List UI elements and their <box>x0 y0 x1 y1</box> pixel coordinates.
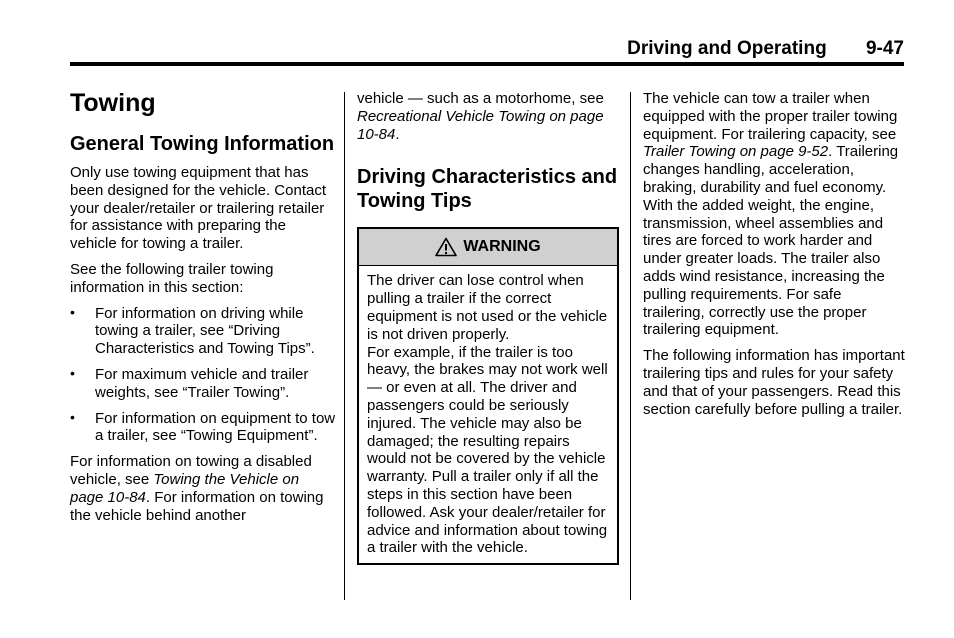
column-divider <box>344 92 345 600</box>
section-title: Driving and Operating <box>627 38 827 59</box>
warning-text: For example, if the trailer is too heavy, the brakes may not work well — or even at all. The driver and passengers could be seriously injured. The vehicle may also be damaged; the resulting repairs would not be covered by the vehicle warranty. Pull a trailer only if all the steps in this section have been followed. Ask your dealer/retailer for advice and information about towing a trailer with the vehicle. <box>367 343 608 557</box>
disabled-vehicle-paragraph <box>70 453 336 524</box>
cross-reference-link[interactable]: Towing the Vehicle on page 10-84 <box>70 470 300 506</box>
list-item: • For maximum vehicle and trailer weights, see “Trailer Towing”. <box>70 366 336 402</box>
column-right <box>643 90 905 426</box>
paragraph-text: The vehicle can tow a trailer when equipped with the proper trailer towing equipment. For trailering capacity, see <box>643 90 898 143</box>
running-header <box>627 38 904 60</box>
column-middle <box>357 90 619 565</box>
intro-paragraph: Only use towing equipment that has been designed for the vehicle. Contact your dealer/retailer or trailering retailer for assistance with preparing the vehicle for towing a trailer. <box>70 164 327 253</box>
continued-paragraph <box>357 90 619 143</box>
cross-reference-link[interactable]: Recreational Vehicle Towing on page 10-84 <box>357 107 604 143</box>
cross-reference-link[interactable]: Trailer Towing on page 9-52 <box>643 143 829 161</box>
page-title: Towing <box>70 89 156 117</box>
page-number: 9-47 <box>865 38 904 59</box>
column-divider <box>630 92 631 600</box>
section-heading-driving-characteristics: Driving Characteristics and Towing Tips <box>357 166 618 213</box>
paragraph-text: . <box>395 125 400 143</box>
warning-label: WARNING <box>463 238 541 256</box>
list-item: • For information on driving while towing a trailer, see “Driving Characteristics and Towing Tips”. <box>70 305 336 358</box>
tips-paragraph: The following information has important trailering tips and rules for your safety and that of your passengers. Read this section carefully before pulling a trailer. <box>643 347 905 418</box>
section-heading-general-towing: General Towing Information <box>70 133 335 155</box>
capacity-paragraph <box>643 90 905 197</box>
info-list <box>70 305 336 446</box>
warning-header <box>359 229 617 266</box>
added-weight-paragraph: With the added weight, the engine, transmission, wheel assemblies and tires are forced to work harder and under greater loads. The trailer also adds wind resistance, increasing the pulling requirements. For safe trailering, correctly use the proper trailering equipment. <box>643 196 885 339</box>
paragraph-text: vehicle — such as a motorhome, see <box>357 90 604 107</box>
warning-box <box>357 227 619 565</box>
warning-text: The driver can lose control when pulling a trailer if the correct equipment is not used or the vehicle is not driven properly. <box>367 272 608 343</box>
column-left <box>70 88 336 524</box>
paragraph-text: For information on towing a disabled vehicle, see <box>70 453 312 488</box>
warning-triangle-icon <box>435 237 457 257</box>
info-list-intro: See the following trailer towing information in this section: <box>70 260 274 296</box>
warning-body <box>359 266 617 563</box>
header-rule <box>70 62 904 66</box>
paragraph-text: . For information on towing the vehicle behind another <box>70 488 324 524</box>
paragraph-text: . Trailering changes handling, acceleration, braking, durability and fuel economy. <box>643 143 899 196</box>
list-item: • For information on equipment to tow a trailer, see “Towing Equipment”. <box>70 410 336 446</box>
